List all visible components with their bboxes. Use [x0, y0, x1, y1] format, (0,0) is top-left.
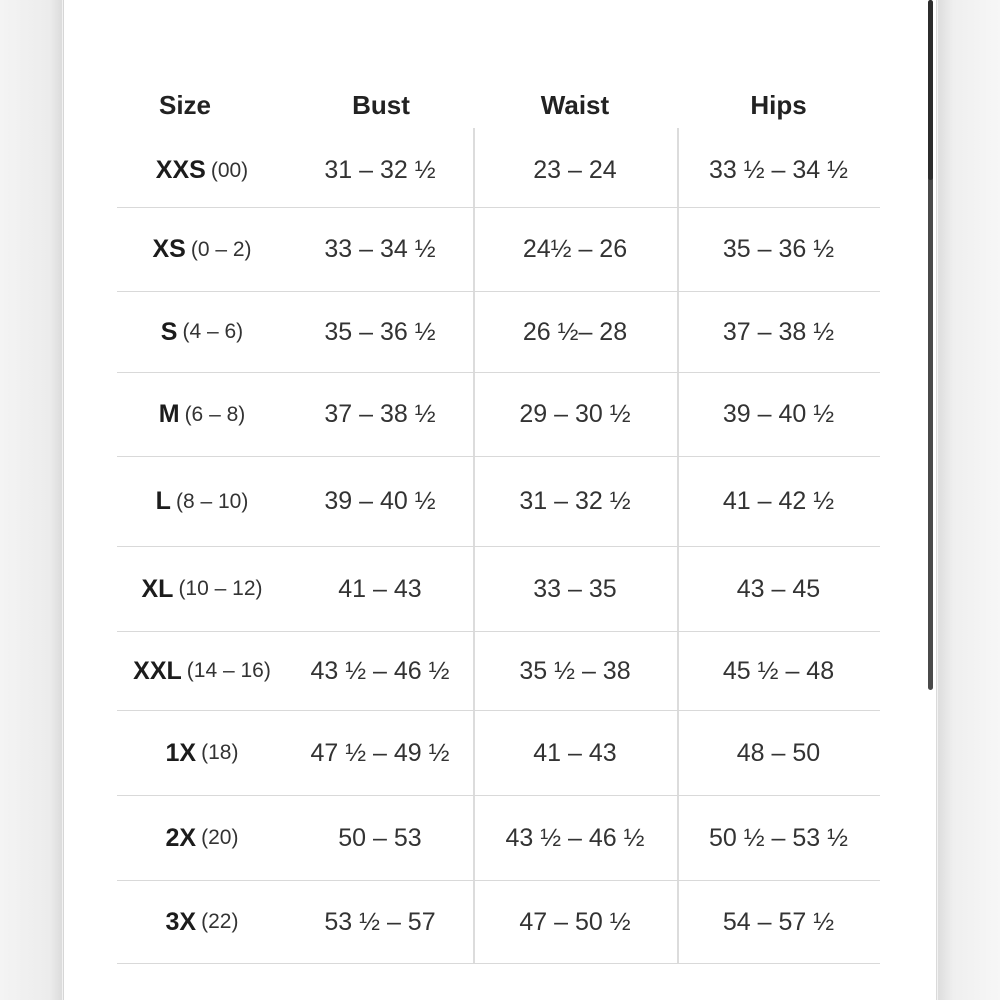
bust-cell: 43 ½ – 46 ½ — [310, 656, 450, 685]
table-row — [117, 208, 880, 292]
size-number: (14 – 16) — [186, 659, 271, 682]
waist-cell: 41 – 43 — [533, 738, 617, 767]
size-cell — [117, 292, 287, 372]
bust-cell: 50 – 53 — [338, 823, 422, 852]
size-cell — [117, 134, 287, 207]
hips-cell: 43 – 45 — [736, 574, 821, 603]
header-bust: Bust — [352, 90, 410, 120]
size-number: (00) — [210, 158, 249, 182]
size-code: M — [158, 400, 180, 428]
table-row — [117, 292, 880, 373]
scrollbar-thumb[interactable] — [928, 0, 933, 180]
table-row — [117, 881, 880, 964]
size-number: (10 – 12) — [178, 577, 263, 600]
hips-cell: 35 – 36 ½ — [722, 235, 835, 263]
hips-cell: 41 – 42 ½ — [722, 487, 835, 515]
header-waist: Waist — [540, 90, 610, 120]
size-cell — [117, 881, 287, 963]
hips-cell: 48 – 50 — [736, 738, 821, 767]
right-gutter — [938, 0, 1000, 1000]
table-row — [117, 457, 880, 547]
waist-cell: 35 ½ – 38 — [519, 656, 631, 685]
size-code: 1X — [165, 738, 197, 767]
bust-cell: 39 – 40 ½ — [324, 487, 436, 515]
size-cell — [117, 711, 287, 795]
bust-cell: 41 – 43 — [338, 574, 422, 603]
size-code: S — [160, 317, 178, 346]
size-number: (22) — [201, 910, 239, 933]
table-row — [117, 547, 880, 632]
size-number: (0 – 2) — [190, 237, 252, 261]
hips-cell: 37 – 38 ½ — [722, 317, 835, 346]
size-code: XXS — [155, 156, 206, 184]
size-cell — [117, 547, 287, 631]
bust-cell: 47 ½ – 49 ½ — [310, 738, 450, 767]
size-cell — [117, 373, 287, 456]
size-cell — [117, 457, 287, 546]
size-cell — [117, 796, 287, 880]
header-hips: Hips — [750, 90, 807, 120]
waist-cell: 23 – 24 — [533, 156, 617, 184]
table-row — [117, 134, 880, 208]
size-code: XL — [141, 574, 174, 603]
waist-cell: 24½ – 26 — [522, 235, 628, 263]
table-row — [117, 632, 880, 711]
hips-cell: 54 – 57 ½ — [722, 907, 835, 936]
bust-cell: 33 – 34 ½ — [324, 235, 436, 263]
size-cell — [117, 208, 287, 291]
hips-cell: 45 ½ – 48 — [722, 656, 835, 685]
size-code: 3X — [165, 907, 197, 936]
hips-cell: 50 ½ – 53 ½ — [708, 823, 848, 852]
size-code: L — [155, 487, 171, 515]
hips-cell: 33 ½ – 34 ½ — [708, 156, 848, 184]
header-size: Size — [158, 90, 212, 120]
size-number: (18) — [201, 741, 239, 764]
waist-cell: 47 – 50 ½ — [519, 907, 631, 936]
bust-cell: 53 ½ – 57 — [324, 907, 436, 936]
waist-cell: 31 – 32 ½ — [519, 487, 631, 515]
table-row — [117, 796, 880, 881]
waist-cell: 26 ½– 28 — [522, 317, 628, 346]
table-row — [117, 711, 880, 796]
size-code: XXL — [133, 656, 182, 685]
bust-cell: 31 – 32 ½ — [324, 156, 436, 184]
waist-cell: 43 ½ – 46 ½ — [505, 823, 645, 852]
left-gutter — [0, 0, 62, 1000]
size-number: (20) — [201, 826, 239, 849]
size-number: (6 – 8) — [184, 402, 246, 426]
size-number: (4 – 6) — [182, 320, 244, 343]
size-code: 2X — [165, 823, 197, 852]
hips-cell: 39 – 40 ½ — [722, 400, 835, 428]
table-row — [117, 373, 880, 457]
waist-cell: 29 – 30 ½ — [519, 400, 631, 428]
bust-cell: 37 – 38 ½ — [324, 400, 436, 428]
size-code: XS — [152, 235, 186, 263]
bust-cell: 35 – 36 ½ — [324, 317, 436, 346]
size-number: (8 – 10) — [175, 489, 249, 513]
size-cell — [117, 632, 287, 710]
waist-cell: 33 – 35 — [533, 574, 617, 603]
